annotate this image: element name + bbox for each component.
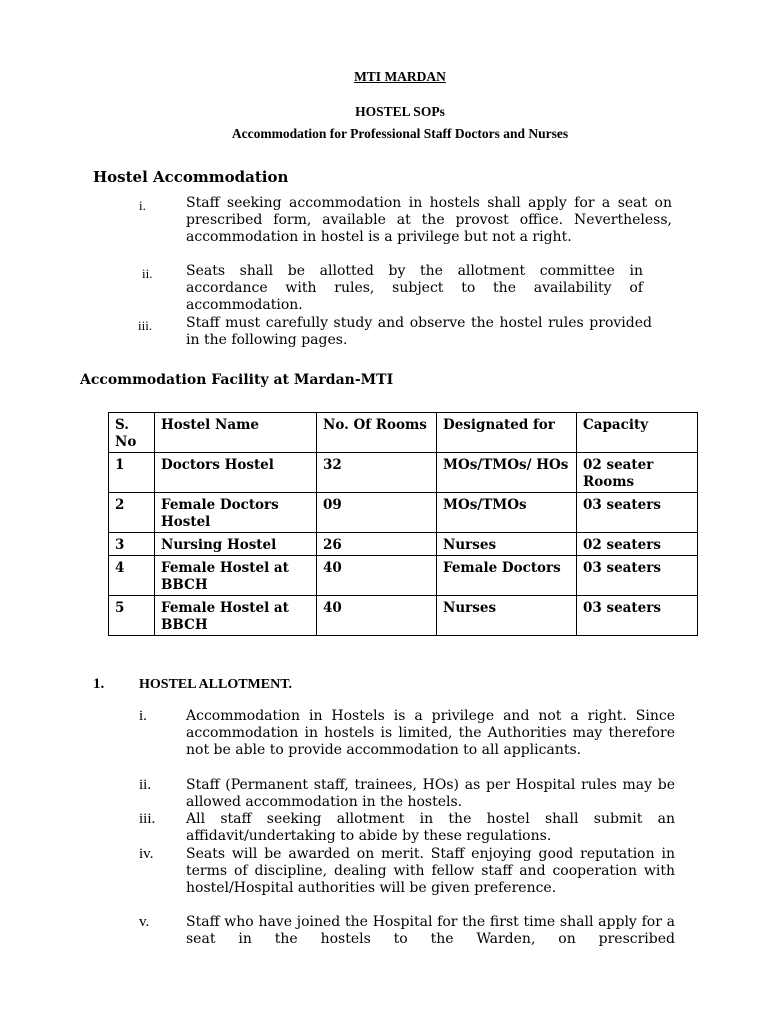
- table-cell: 5: [109, 596, 155, 636]
- list-item: All staff seeking allotment in the hostel shall submit an affidavit/undertaking to abide by these regulations.: [186, 811, 675, 845]
- column-header: S. No: [109, 413, 155, 453]
- table-cell: Female Hostel at BBCH: [155, 556, 317, 596]
- facility-table: [108, 412, 698, 636]
- table-cell: MOs/TMOs/ HOs: [437, 453, 577, 493]
- table-header-row: [109, 413, 698, 453]
- list-number: v.: [139, 914, 150, 930]
- document-subtitle: HOSTEL SOPs: [355, 104, 445, 119]
- table-row: [109, 493, 698, 533]
- table-cell: 03 seaters: [577, 556, 698, 596]
- table-cell: Doctors Hostel: [155, 453, 317, 493]
- list-item: Staff who have joined the Hospital for the first time shall apply for a seat in the hostels to the Warden, on prescribed: [186, 914, 675, 948]
- table-row: [109, 533, 698, 556]
- table-cell: 03 seaters: [577, 596, 698, 636]
- list-number: ii.: [142, 266, 153, 281]
- table-row: [109, 556, 698, 596]
- list-item: Seats shall be allotted by the allotment committee in accordance with rules, subject to the availability of accommodation.: [186, 263, 643, 314]
- column-header: No. Of Rooms: [317, 413, 437, 453]
- list-item: Seats will be awarded on merit. Staff enjoying good reputation in terms of discipline, dealing with fellow staff and cooperation with hostel/Hospital authorities will be given preference.: [186, 846, 675, 897]
- table-cell: 3: [109, 533, 155, 556]
- column-header: Hostel Name: [155, 413, 317, 453]
- table-cell: 40: [317, 556, 437, 596]
- list-item: Accommodation in Hostels is a privilege and not a right. Since accommodation in hostels is limited, the Authorities may therefore not be able to provide accommodation to all applicants.: [186, 708, 675, 759]
- section-heading-allotment: HOSTEL ALLOTMENT.: [139, 677, 293, 692]
- section-heading-facility: Accommodation Facility at Mardan-MTI: [80, 372, 394, 388]
- table-cell: Female Hostel at BBCH: [155, 596, 317, 636]
- table-row: [109, 596, 698, 636]
- section-number: 1.: [93, 676, 105, 692]
- column-header: Designated for: [437, 413, 577, 453]
- table-cell: 26: [317, 533, 437, 556]
- table-cell: 03 seaters: [577, 493, 698, 533]
- list-number: iii.: [139, 811, 156, 827]
- list-item: Staff seeking accommodation in hostels shall apply for a seat on prescribed form, available at the provost office. Nevertheless, accommodation in hostel is a privilege but not a right.: [186, 195, 672, 246]
- table-cell: 02 seater Rooms: [577, 453, 698, 493]
- table-cell: 2: [109, 493, 155, 533]
- document-title: MTI MARDAN: [354, 69, 446, 84]
- table-cell: Female Doctors: [437, 556, 577, 596]
- table-cell: Female Doctors Hostel: [155, 493, 317, 533]
- list-number: i.: [139, 198, 146, 213]
- list-number: iv.: [139, 846, 154, 862]
- table-row: [109, 453, 698, 493]
- list-item: Staff (Permanent staff, trainees, HOs) as per Hospital rules may be allowed accommodation in the hostels.: [186, 777, 675, 811]
- table-cell: 1: [109, 453, 155, 493]
- table-cell: MOs/TMOs: [437, 493, 577, 533]
- list-item: Staff must carefully study and observe the hostel rules provided in the following pages.: [186, 315, 652, 349]
- table-cell: 40: [317, 596, 437, 636]
- table-cell: 02 seaters: [577, 533, 698, 556]
- table-cell: Nursing Hostel: [155, 533, 317, 556]
- table-cell: Nurses: [437, 533, 577, 556]
- table-cell: 09: [317, 493, 437, 533]
- document-subtitle-2: Accommodation for Professional Staff Doctors and Nurses: [231, 126, 569, 141]
- list-number: i.: [139, 708, 147, 724]
- table-cell: 32: [317, 453, 437, 493]
- list-number: ii.: [139, 777, 152, 793]
- table-cell: 4: [109, 556, 155, 596]
- section-heading-hostel-accommodation: Hostel Accommodation: [93, 168, 289, 186]
- list-number: iii.: [138, 318, 153, 333]
- table-cell: Nurses: [437, 596, 577, 636]
- column-header: Capacity: [577, 413, 698, 453]
